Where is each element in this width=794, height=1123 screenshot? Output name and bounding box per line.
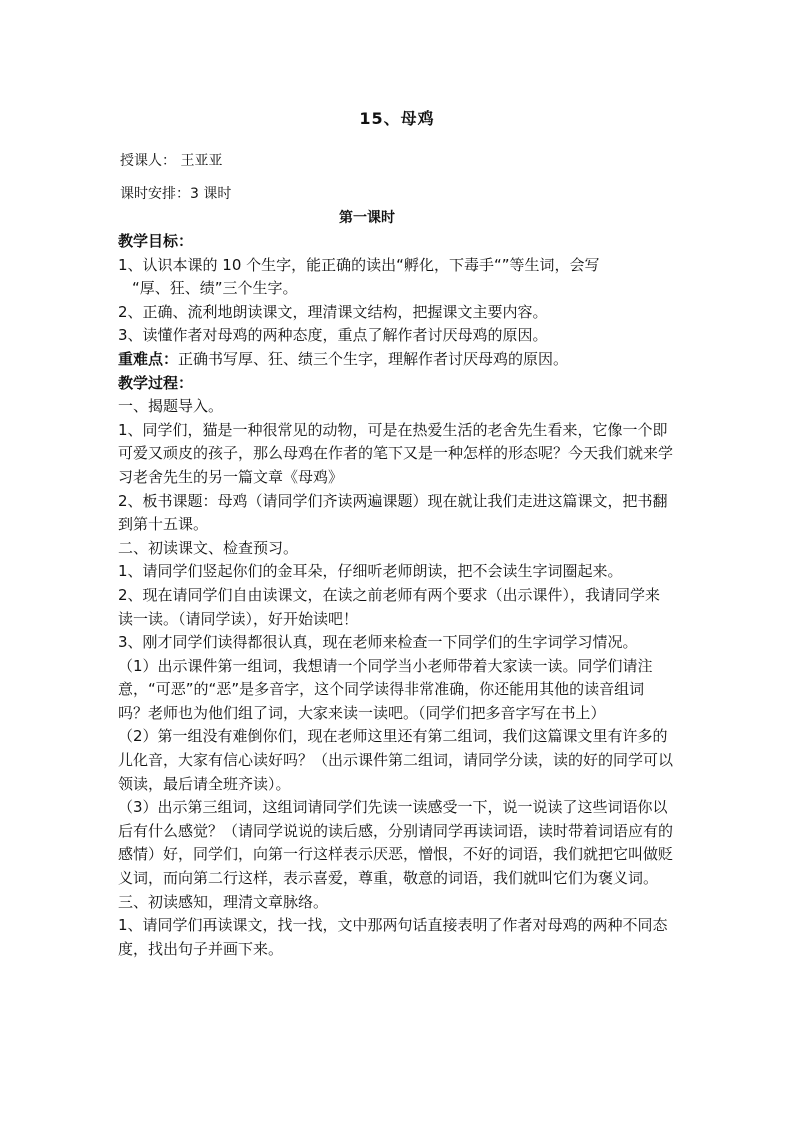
process-heading: 教学过程： — [118, 373, 194, 392]
section-heading: 三、初读感知，理清文章脉络。 — [118, 892, 329, 911]
goal-item: “厚、狂、绩”三个生字。 — [132, 279, 298, 298]
paragraph: （3）出示第三组词，这组词请同学们先读一读感受一下，说一说读了这些词语你以后有什么感觉？（请同学说说的读后感，分别请同学再读词语，读时带着词语应有的感情）好，同学们，向第一行这样表示厌恶，憎恨，不好的词语，我们就把它叫做贬义词，而向第二行这样，表示喜爱，尊重，敬意的词语，我们就叫它们为褒义词。 — [118, 798, 674, 888]
paragraph: 2、现在请同学们自由读课文，在读之前老师有两个要求（出示课件），我请同学来读一读。（请同学读），好开始读吧！ — [118, 585, 661, 628]
schedule-line: 课时安排：3 课时 — [120, 186, 232, 202]
document-title: 15、母鸡 — [359, 109, 435, 128]
paragraph: （1）出示课件第一组词，我想请一个同学当小老师带着大家读一读。同学们请注意，“可恶”的“恶”是多音字，这个同学读得非常准确，你还能用其他的读音组词吗？老师也为他们组了词，大家来读一读吧。（同学们把多音字写在书上） — [118, 656, 653, 722]
section-heading: 二、初读课文、检查预习。 — [118, 538, 299, 557]
goals-heading: 教学目标： — [118, 232, 194, 250]
section-heading: 一、揭题导入。 — [118, 397, 224, 416]
paragraph: 1、请同学们竖起你们的金耳朵，仔细听老师朗读，把不会读生字词圈起来。 — [118, 562, 623, 581]
paragraph: （2）第一组没有难倒你们，现在老师这里还有第二组词，我们这篇课文里有许多的儿化音，大家有信心读好吗？（出示课件第二组词，请同学分读，读的好的同学可以领读，最后请全班齐读）。 — [118, 727, 674, 793]
key-points — [118, 348, 674, 372]
paragraph: 3、刚才同学们读得都很认真，现在老师来检查一下同学们的生字词学习情况。 — [118, 633, 638, 652]
lesson-heading: 第一课时 — [339, 210, 395, 226]
goal-item: 2、正确、流利地朗读课文，理清课文结构，把握课文主要内容。 — [118, 302, 548, 321]
goal-item: 3、读懂作者对母鸡的两种态度，重点了解作者讨厌母鸡的原因。 — [118, 326, 548, 345]
paragraph: 1、同学们，猫是一种很常见的动物，可是在热爱生活的老舍先生看来，它像一个即可爱又顽皮的孩子，那么母鸡在作者的笔下又是一种怎样的形态呢？今天我们就来学习老舍先生的另一篇文章《母鸡》 — [118, 420, 674, 486]
key-points-text: 正确书写厚、狂、绩三个生字，理解作者讨厌母鸡的原因。 — [178, 349, 569, 368]
paragraph: 1、请同学们再读课文，找一找，文中那两句话直接表明了作者对母鸡的两种不同态度，找出句子并画下来。 — [118, 916, 668, 958]
teacher-line: 授课人： 王亚亚 — [120, 153, 223, 169]
paragraph: 2、板书课题：母鸡（请同学们齐读两遍课题）现在就让我们走进这篇课文，把书翻到第十五课。 — [118, 491, 668, 534]
key-points-label: 重难点： — [118, 349, 179, 368]
document-body — [118, 230, 674, 961]
goal-item: 1、认识本课的 10 个生字，能正确的读出“孵化，下毒手“”等生词，会写 — [118, 255, 600, 274]
